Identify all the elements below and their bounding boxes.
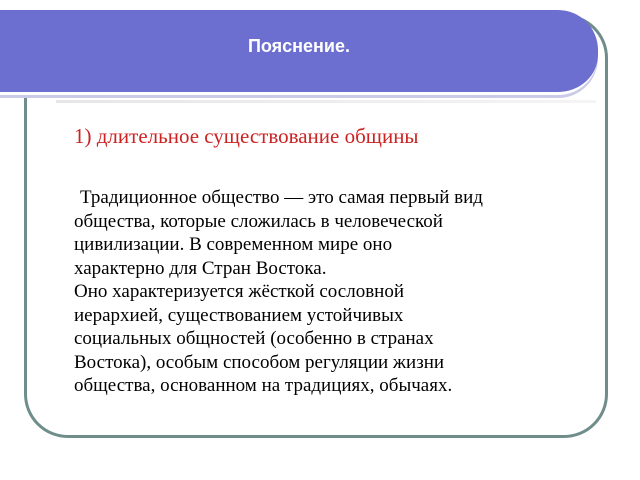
body-line: Традиционное общество — это самая первый вид: [80, 187, 483, 208]
slide-title: Пояснение.: [247, 36, 351, 56]
body-line: Оно характеризуется жёсткой сословной: [74, 281, 404, 302]
divider: [56, 100, 596, 103]
body-line: Востока), особым способом регуляции жизни: [74, 351, 445, 373]
body-line: общества, основанном на традициях, обычаях.: [74, 375, 453, 396]
subheading: 1) длительное существование общины: [74, 124, 419, 148]
body-line: характерно для Стран Востока.: [74, 257, 327, 279]
title-banner: [0, 10, 598, 95]
body-line: социальных общностей (особенно в странах: [74, 328, 434, 349]
body-line: иерархией, существованием устойчивых: [74, 304, 404, 326]
body-text: [74, 186, 594, 398]
body-line: общества, которые сложилась в человеческой: [74, 210, 443, 232]
body-line: цивилизации. В современном мире оно: [74, 234, 393, 255]
